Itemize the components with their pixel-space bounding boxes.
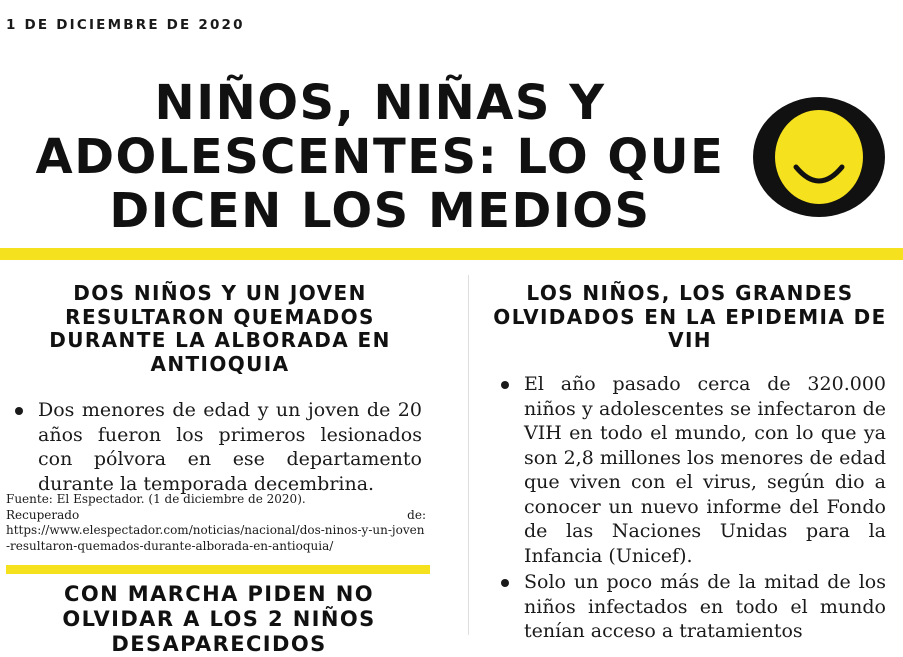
article-title-quemados: DOS NIÑOS Y UN JOVEN RESULTARON QUEMADOS DURANTE LA ALBORADA EN ANTIOQUIA [49, 281, 391, 376]
list-item [492, 570, 886, 644]
column-divider [468, 275, 469, 635]
source-line: Fuente: El Espectador. (1 de diciembre de 2020). [6, 492, 306, 506]
bullet-text: Solo un poco más de la mitad de los niños infectados en todo el mundo tenían acceso a tratamientos [524, 571, 886, 642]
bullet-text: Dos menores de edad y un joven de 20 años fueron los primeros lesionados con pólvora en ese departamento durante la temporada decembrina. [38, 399, 422, 495]
bullet-dot-icon [501, 579, 509, 587]
article-title-vih: LOS NIÑOS, LOS GRANDES OLVIDADOS EN LA EPIDEMIA DE VIH [493, 281, 887, 352]
header-divider [0, 248, 903, 260]
article-bullets-quemados [6, 398, 422, 496]
list-item [492, 372, 886, 568]
smiley-o-logo-icon [752, 95, 887, 220]
issue-date: 1 DE DICIEMBRE DE 2020 [6, 17, 245, 33]
section-divider [6, 565, 430, 574]
article-bullets-vih [492, 372, 886, 646]
bullet-dot-icon [15, 407, 23, 415]
page-title: NIÑOS, NIÑAS Y ADOLESCENTES: LO QUE DICEN LOS MEDIOS [35, 75, 725, 239]
source-recovered: Recuperado de: [6, 507, 426, 522]
article-title-marcha: CON MARCHA PIDEN NO OLVIDAR A LOS 2 NIÑOS DESAPARECIDOS [62, 582, 376, 656]
source-url-link[interactable]: https://www.elespectador.com/noticias/nacional/dos-ninos-y-un-joven-resultaron-quemados-durante-alborada-en-antioquia/ [6, 523, 425, 553]
bullet-text: El año pasado cerca de 320.000 niños y adolescentes se infectaron de VIH en todo el mundo, con lo que ya son 2,8 millones los menores de edad que viven con el virus, según dio a conocer un nuevo informe del Fondo de las Naciones Unidas para la Infancia (Unicef). [524, 373, 886, 567]
source-citation [6, 492, 426, 554]
bullet-dot-icon [501, 381, 509, 389]
list-item [6, 398, 422, 496]
